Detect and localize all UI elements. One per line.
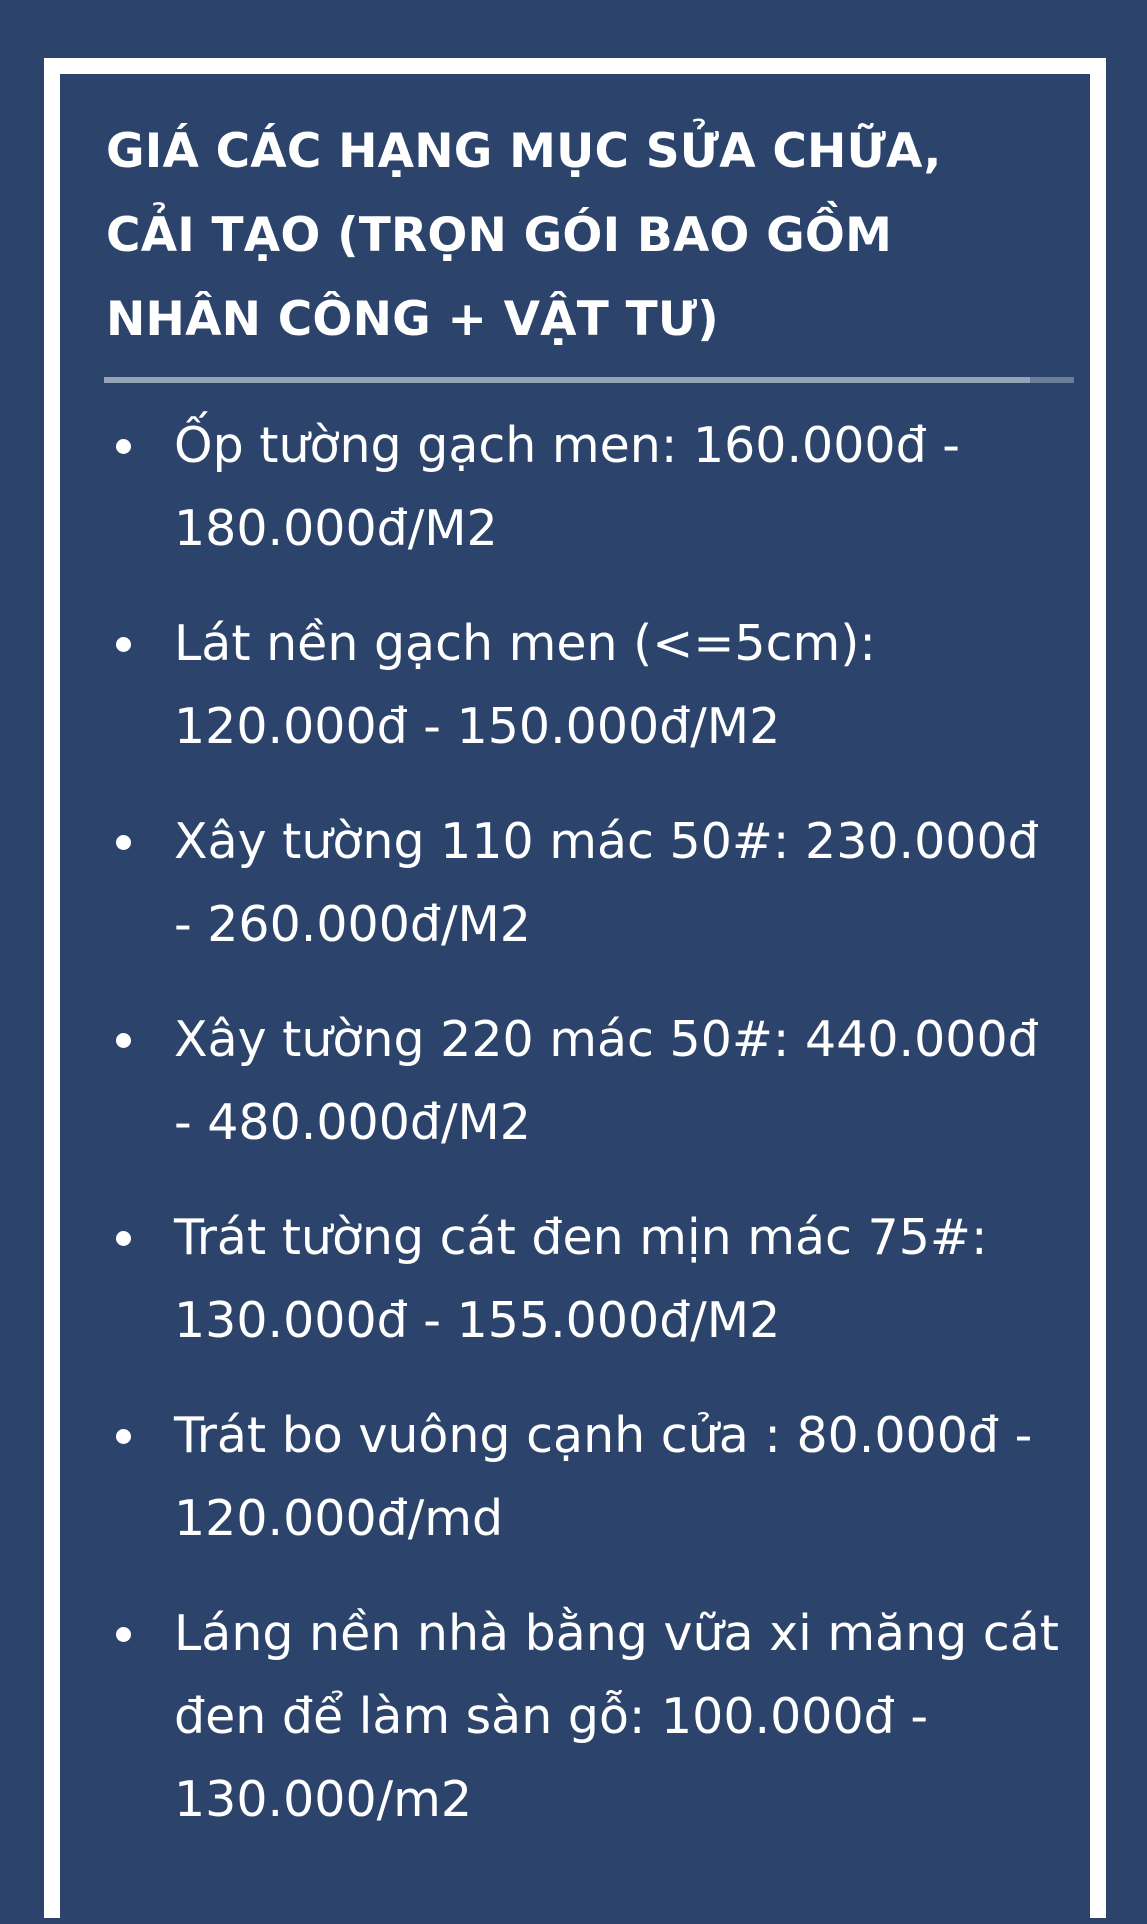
list-item	[60, 404, 1090, 570]
list-item	[60, 1196, 1090, 1362]
price-list	[60, 404, 1090, 1873]
bullet-icon	[116, 1231, 131, 1246]
bullet-icon	[116, 637, 131, 652]
divider-end	[1030, 377, 1074, 383]
bullet-icon	[116, 1627, 131, 1642]
list-item	[60, 1592, 1090, 1841]
list-item-text: Láng nền nhà bằng vữa xi măng cát đen để làm sàn gỗ: 100.000đ - 130.000/m2	[174, 1605, 1059, 1828]
bullet-icon	[116, 1429, 131, 1444]
bullet-icon	[116, 1033, 131, 1048]
list-item	[60, 998, 1090, 1164]
list-item	[60, 602, 1090, 768]
list-item-text: Trát bo vuông cạnh cửa : 80.000đ - 120.000đ/md	[174, 1407, 1033, 1547]
price-panel	[60, 74, 1090, 1924]
list-item-text: Xây tường 110 mác 50#: 230.000đ - 260.000đ/M2	[174, 813, 1039, 953]
list-item	[60, 1394, 1090, 1560]
list-item-text: Xây tường 220 mác 50#: 440.000đ - 480.000đ/M2	[174, 1011, 1039, 1151]
list-item-text: Lát nền gạch men (<=5cm): 120.000đ - 150.000đ/M2	[174, 615, 876, 755]
list-item-text: Ốp tường gạch men: 160.000đ - 180.000đ/M2	[174, 417, 960, 557]
bullet-icon	[116, 439, 131, 454]
section-title: GIÁ CÁC HẠNG MỤC SỬA CHỮA, CẢI TẠO (TRỌN GÓI BAO GỒM NHÂN CÔNG + VẬT TƯ)	[106, 124, 942, 347]
list-item-text: Trát tường cát đen mịn mác 75#: 130.000đ - 155.000đ/M2	[174, 1209, 988, 1349]
list-item	[60, 800, 1090, 966]
bullet-icon	[116, 835, 131, 850]
title-divider	[104, 377, 1074, 383]
